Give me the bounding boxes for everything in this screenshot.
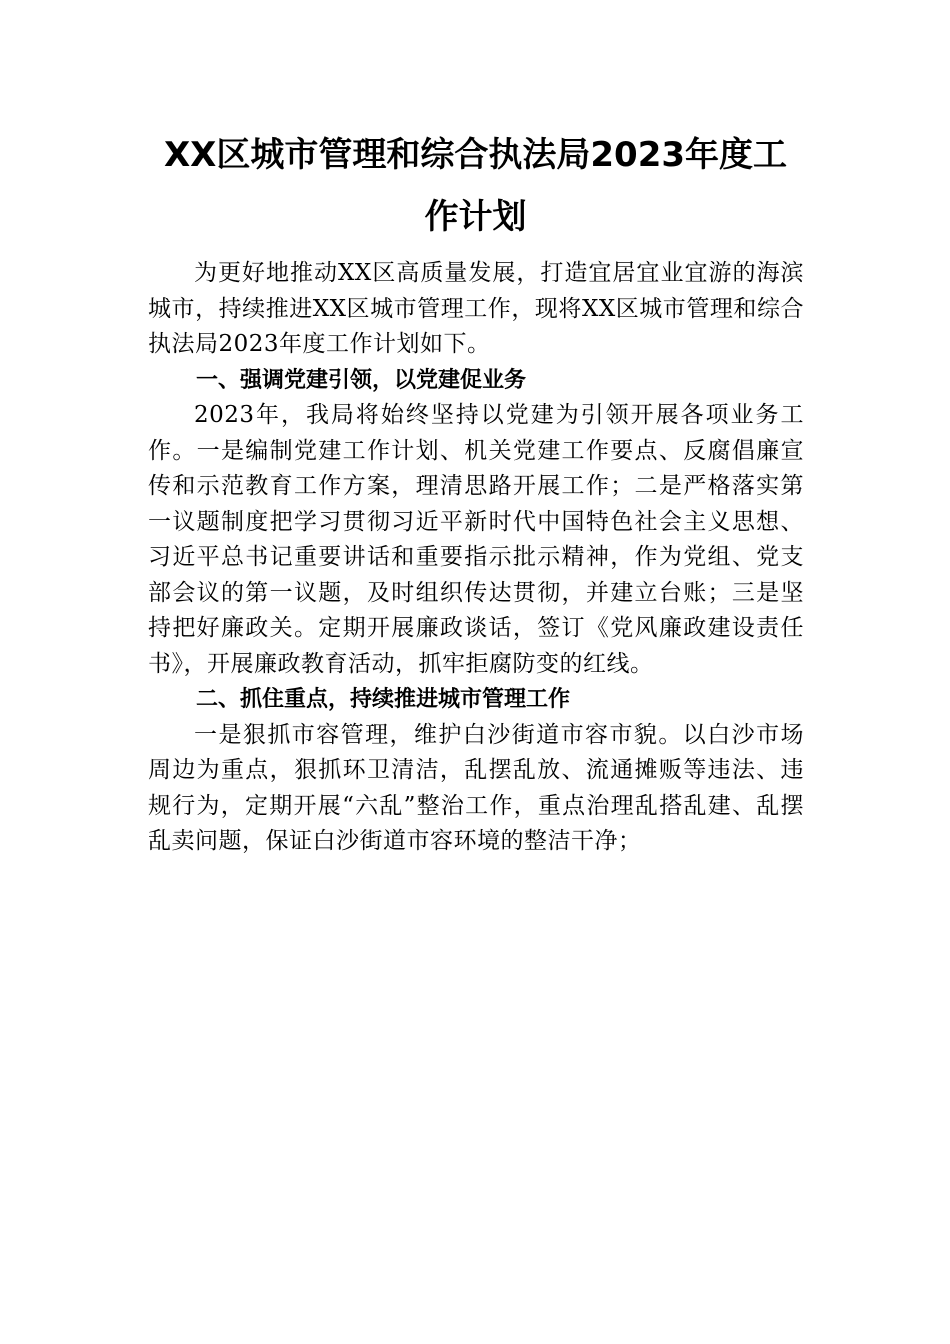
section-paragraph: 一是狠抓市容管理，维护白沙街道市容市貌。以白沙市场周边为重点，狠抓环卫清洁，乱摆乱放、流通摊贩等违法、违规行为，定期开展“六乱”整治工作，重点治理乱搭乱建、乱摆乱卖问题，保证白沙街道市容环境的整洁干净； xyxy=(148,721,804,854)
intro-paragraph: 为更好地推动XX区高质量发展，打造宜居宜业宜游的海滨城市，持续推进XX区城市管理工作，现将XX区城市管理和综合执法局2023年度工作计划如下。 xyxy=(148,260,804,357)
section-paragraph: 2023年，我局将始终坚持以党建为引领开展各项业务工作。一是编制党建工作计划、机关党建工作要点、反腐倡廉宣传和示范教育工作方案，理清思路开展工作；二是严格落实第一议题制度把学习贯彻习近平新时代中国特色社会主义思想、习近平总书记重要讲话和重要指示批示精神，作为党组、党支部会议的第一议题，及时组织传达贯彻，并建立台账；三是坚持把好廉政关。定期开展廉政谈话，签订《党风廉政建设责任书》，开展廉政教育活动，抓牢拒腐防变的红线。 xyxy=(148,402,804,677)
document-body xyxy=(148,256,804,860)
document-title: XX区城市管理和综合执法局2023年度工作计划 xyxy=(163,135,788,237)
section-heading: 一、强调党建引领，以党建促业务 xyxy=(196,367,527,393)
section-heading: 二、抓住重点，持续推进城市管理工作 xyxy=(196,687,571,712)
